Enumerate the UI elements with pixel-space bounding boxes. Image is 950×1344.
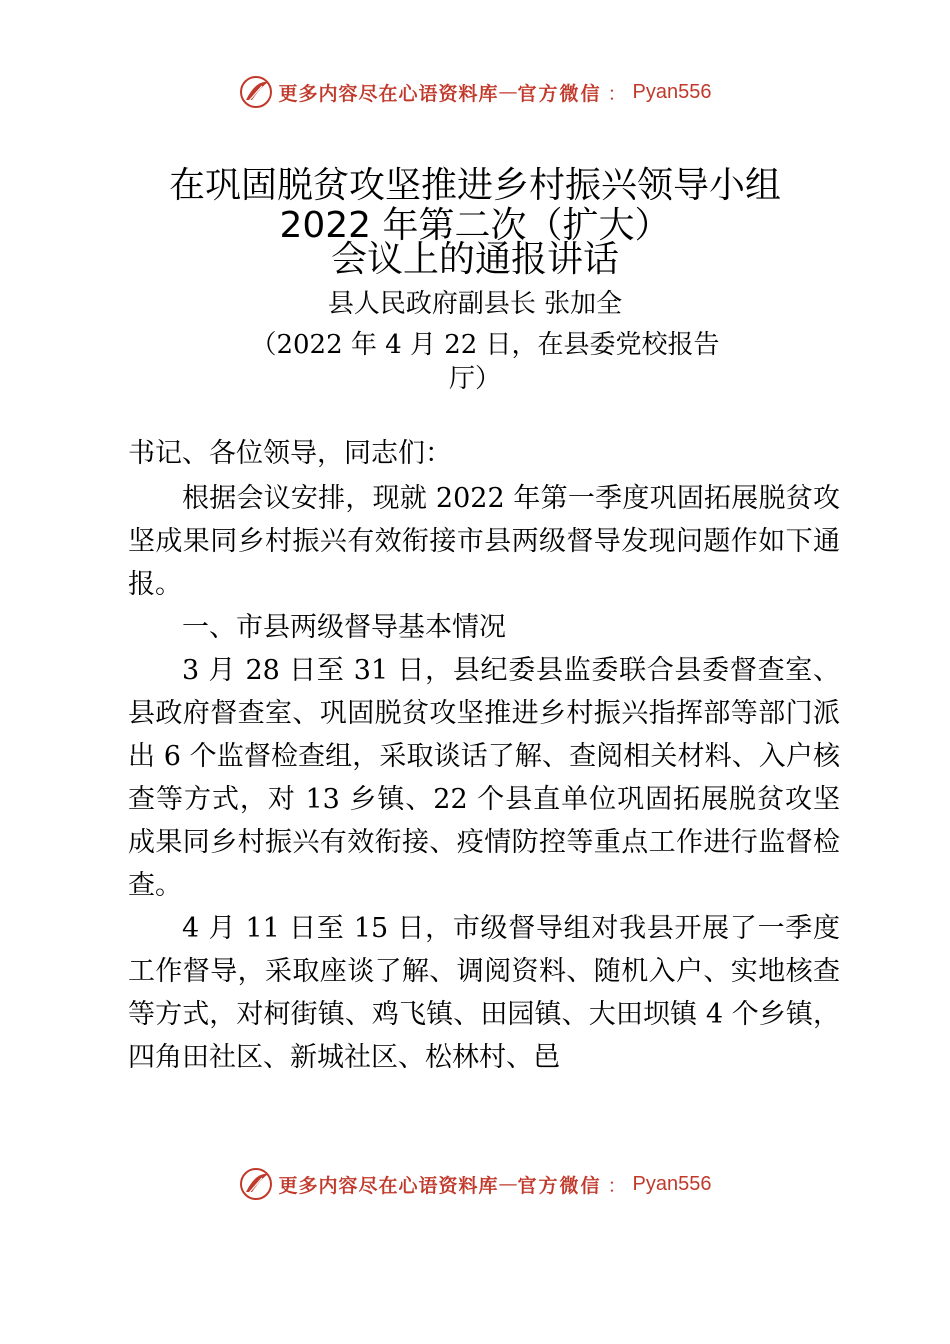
banner-wechat-id: Pyan556 [632,80,712,103]
banner-wechat-label: 官方微信 [517,82,602,105]
title-line-2: 2022 年第二次（扩大） [279,205,671,246]
speaker-line: 县人民政府副县长 张加全 [327,289,623,319]
quill-logo-icon [238,74,274,110]
paragraph-2: 3 月 28 日至 31 日，县纪委县监委联合县委督查室、县政府督查室、巩固脱贫攻坚推进乡村振兴指挥部等部门派出 6 个监督检查组，采取谈话了解、查阅相关材料、入户核查等方式，对 13 乡镇、22 个县直单位巩固拓展脱贫攻坚成果同乡村振兴有效衔接、疫情防控等重点工作进行监督检查。 [128,655,840,901]
banner-dash: — [498,1173,518,1195]
banner-dash: — [498,81,518,103]
banner-colon: ： [607,1174,627,1197]
title-line-1: 在巩固脱贫攻坚推进乡村振兴领导小组 [168,165,781,206]
quill-logo-icon [238,1166,274,1202]
banner-text: 更多内容尽在心语资料库 [278,82,499,105]
title-line-3: 会议上的通报讲话 [330,239,619,280]
banner-colon: ： [607,82,627,105]
footer-banner [0,1164,950,1204]
occasion-line-1: （2022 年 4 月 22 日，在县委党校报告 [250,330,720,360]
salutation: 书记、各位领导，同志们： [128,438,452,469]
banner-wechat-id: Pyan556 [632,1172,712,1195]
paragraph-3: 4 月 11 日至 15 日，市级督导组对我县开展了一季度工作督导，采取座谈了解、调阅资料、随机入户、实地核查等方式，对柯街镇、鸡飞镇、田园镇、大田坝镇 4 个乡镇，四角田社区、新城社区、松林村、邑 [128,913,840,1073]
header-banner [0,72,950,112]
occasion-line-2: 厅） [448,364,501,394]
document-body [128,432,840,1079]
paragraph-1: 根据会议安排，现就 2022 年第一季度巩固拓展脱贫攻坚成果同乡村振兴有效衔接市县两级督导发现问题作如下通报。 [128,483,840,600]
section-heading-1: 一、市县两级督导基本情况 [182,612,506,643]
banner-wechat-label: 官方微信 [517,1174,602,1197]
banner-text: 更多内容尽在心语资料库 [278,1174,499,1197]
